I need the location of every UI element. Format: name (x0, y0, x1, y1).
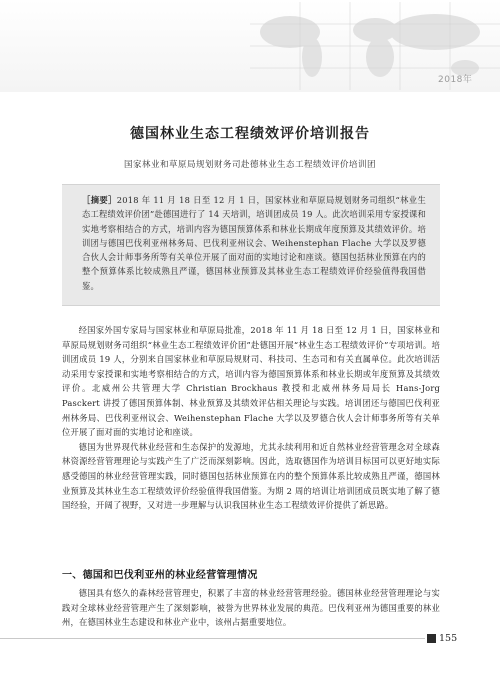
year-tag: 2018年 (438, 75, 473, 85)
footer-rule (0, 638, 425, 639)
header-band (0, 0, 500, 92)
page-number: 155 (425, 631, 457, 647)
body-paragraph: 经国家外国专家局与国家林业和草原局批准，2018 年 11 月 18 日至 12 月 1 日，国家林业和草原局规划财务司组织“林业生态工程绩效评价团”赴德国开展“林业生态工程绩效评价”专项培训。培训团成员 19 人，分别来自国家林业和草原局规财司、科技司、生态司和有关直属单位。此次培训活动采用专家授课和实地考察相结合的方式，培训内容为德国预算体系和林业长期或年度预算及其绩效评价。北威州公共管理大学 Christian Brockhaus 教授和北威州林务局局长 Hans-Jorg Pasckert 讲授了德国预算体制、林业预算及其绩效评估相关理论与实践。培训团还与德国巴伐利亚州林务局、巴伐利亚州议会、Weihenstephan Flache 大学以及罗德合伙人会计师事务所等有关单位开展了面对面的实地讨论和座谈。 (62, 325, 440, 438)
body-text (62, 323, 440, 513)
section-body-text (62, 586, 440, 630)
body-paragraph: 德国具有悠久的森林经营管理史，积累了丰富的林业经营管理经验。德国林业经营管理理论与实践对全球林业经营管理产生了深刻影响，被誉为世界林业发展的典范。巴伐利亚州为德国重要的林业州，在德国林业生态建设和林业产业中，该州占据重要地位。 (62, 588, 440, 628)
author-byline: 国家林业和草原局规划财务司赴德林业生态工程绩效评价培训团 (123, 160, 376, 170)
section-heading: 一、德国和巴伐利亚州的林业经营管理情况 (62, 570, 258, 581)
page-title: 德国林业生态工程绩效评价培训报告 (130, 126, 370, 142)
abstract-label: ［摘要］ (82, 195, 117, 205)
body-paragraph: 德国为世界现代林业经营和生态保护的发源地，尤其永续利用和近自然林业经营管理念对全球森林资源经营管理理论与实践产生了广泛而深刻影响。因此，选取德国作为培训目标国可以更好地实际感受德国的林业经营管理实践，同时德国包括林业预算在内的整个预算体系比较成熟且严谨，德国林业预算及其林业生态工程绩效评价经验值得我国借鉴。为期 2 周的培训让培训团成员既实地了解了德国经验，开阔了视野，又对进一步理解与认识我国林业生态工程绩效评价提供了新思路。 (62, 441, 440, 511)
abstract-box (62, 184, 440, 306)
abstract-text: 2018 年 11 月 18 日至 12 月 1 日，国家林业和草原局规划财务司组织“林业生态工程绩效评价团”赴德国进行了 14 天培训，培训团成员 19 人。此次培训采用专家授课和实地考察相结合的方式，培训内容为德国预算体系和林业长期成年度预算及其绩效评价。培训团与德国巴伐利亚州林务局、巴伐利亚州议会、Weihenstephan Flache 大学以及罗德合伙人会计师事务所等有关单位开展了面对面的实地讨论和座谈。德国包括林业预算在内的整个预算体系比较成熟且严谨，德国林业预算及其林业生态工程绩效评价经验值得我国借鉴。 (82, 195, 426, 291)
